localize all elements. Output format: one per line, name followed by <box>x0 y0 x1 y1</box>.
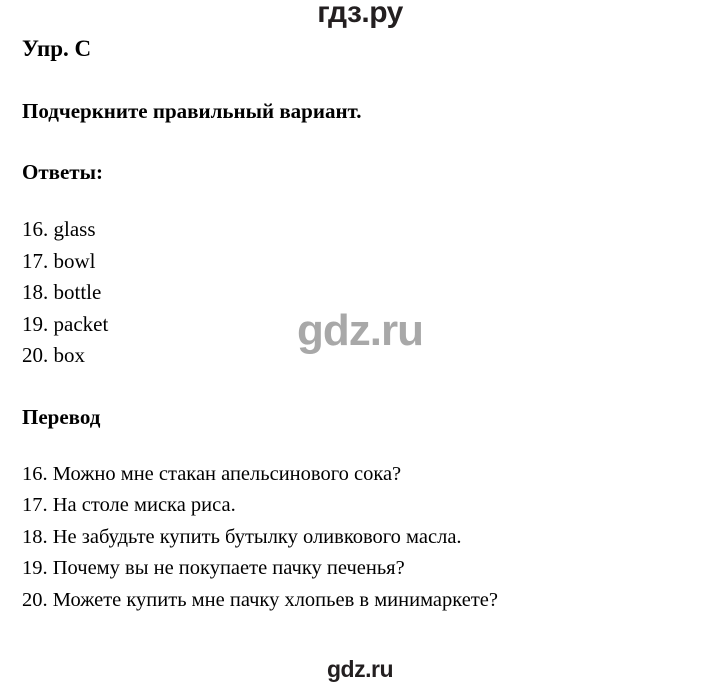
answers-list <box>22 214 700 372</box>
task-instruction: Подчеркните правильный вариант. <box>22 99 362 123</box>
translation-list <box>22 459 700 617</box>
list-item: 16. glass <box>22 217 96 241</box>
exercise-content <box>22 34 700 616</box>
list-item: 17. На столе миска риса. <box>22 494 236 516</box>
translation-heading: Перевод <box>22 404 101 429</box>
list-item: 16. Можно мне стакан апельсинового сока? <box>22 462 402 485</box>
exercise-title: Упр. C <box>22 36 92 61</box>
list-item: 17. bowl <box>22 248 96 273</box>
list-item: 19. Почему вы не покупаете пачку печенья? <box>22 557 405 579</box>
site-logo-bottom: gdz.ru <box>327 656 393 682</box>
list-item: 20. box <box>22 343 85 367</box>
list-item: 18. Не забудьте купить бутылку оливкового масла. <box>22 525 462 548</box>
list-item: 18. bottle <box>22 280 102 304</box>
watermark: gdz.ru <box>297 306 423 355</box>
list-item: 19. packet <box>22 311 109 336</box>
list-item: 20. Можете купить мне пачку хлопьев в минимаркете? <box>22 588 498 611</box>
answers-heading: Ответы: <box>22 160 104 184</box>
site-logo-top: гдз.ру <box>317 0 403 29</box>
